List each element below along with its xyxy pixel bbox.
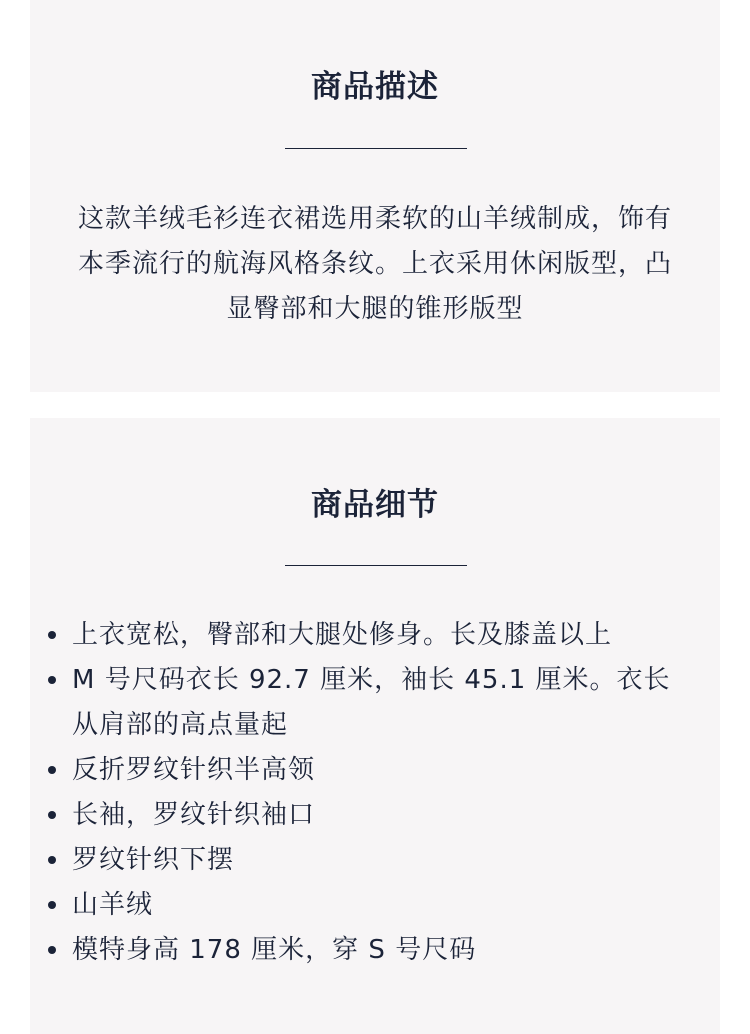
- description-divider: [285, 148, 467, 149]
- detail-item-measurements: [30, 658, 720, 748]
- details-list: [30, 613, 720, 973]
- description-card: [30, 0, 720, 392]
- detail-item-text: 罗纹针织下摆: [72, 845, 235, 875]
- bullet-icon: [48, 676, 56, 684]
- bullet-icon: [48, 856, 56, 864]
- bullet-icon: [48, 631, 56, 639]
- bullet-icon: [48, 766, 56, 774]
- detail-item-text: 模特身高 178 厘米，穿 S 号尺码: [72, 935, 477, 965]
- details-card: [30, 418, 720, 1034]
- detail-item-fit: [30, 613, 720, 658]
- bullet-icon: [48, 901, 56, 909]
- detail-item-material: [30, 883, 720, 928]
- detail-item-text: M 号尺码衣长 92.7 厘米，袖长 45.1 厘米。衣长从肩部的高点量起: [72, 665, 671, 740]
- detail-item-hem: [30, 838, 720, 883]
- details-title: 商品细节: [311, 487, 439, 523]
- detail-item-text: 反折罗纹针织半高领: [72, 755, 316, 785]
- detail-item-model: [30, 928, 720, 973]
- detail-item-collar: [30, 748, 720, 793]
- detail-item-text: 长袖，罗纹针织袖口: [72, 800, 316, 830]
- detail-item-text: 上衣宽松，臀部和大腿处修身。长及膝盖以上: [72, 620, 613, 650]
- detail-item-text: 山羊绒: [72, 890, 154, 920]
- detail-item-sleeves: [30, 793, 720, 838]
- description-text: 这款羊绒毛衫连衣裙选用柔软的山羊绒制成，饰有本季流行的航海风格条纹。上衣采用休闲版型，凸显臀部和大腿的锥形版型: [77, 204, 672, 324]
- details-divider: [285, 565, 467, 566]
- bullet-icon: [48, 946, 56, 954]
- description-title: 商品描述: [311, 69, 439, 105]
- bullet-icon: [48, 811, 56, 819]
